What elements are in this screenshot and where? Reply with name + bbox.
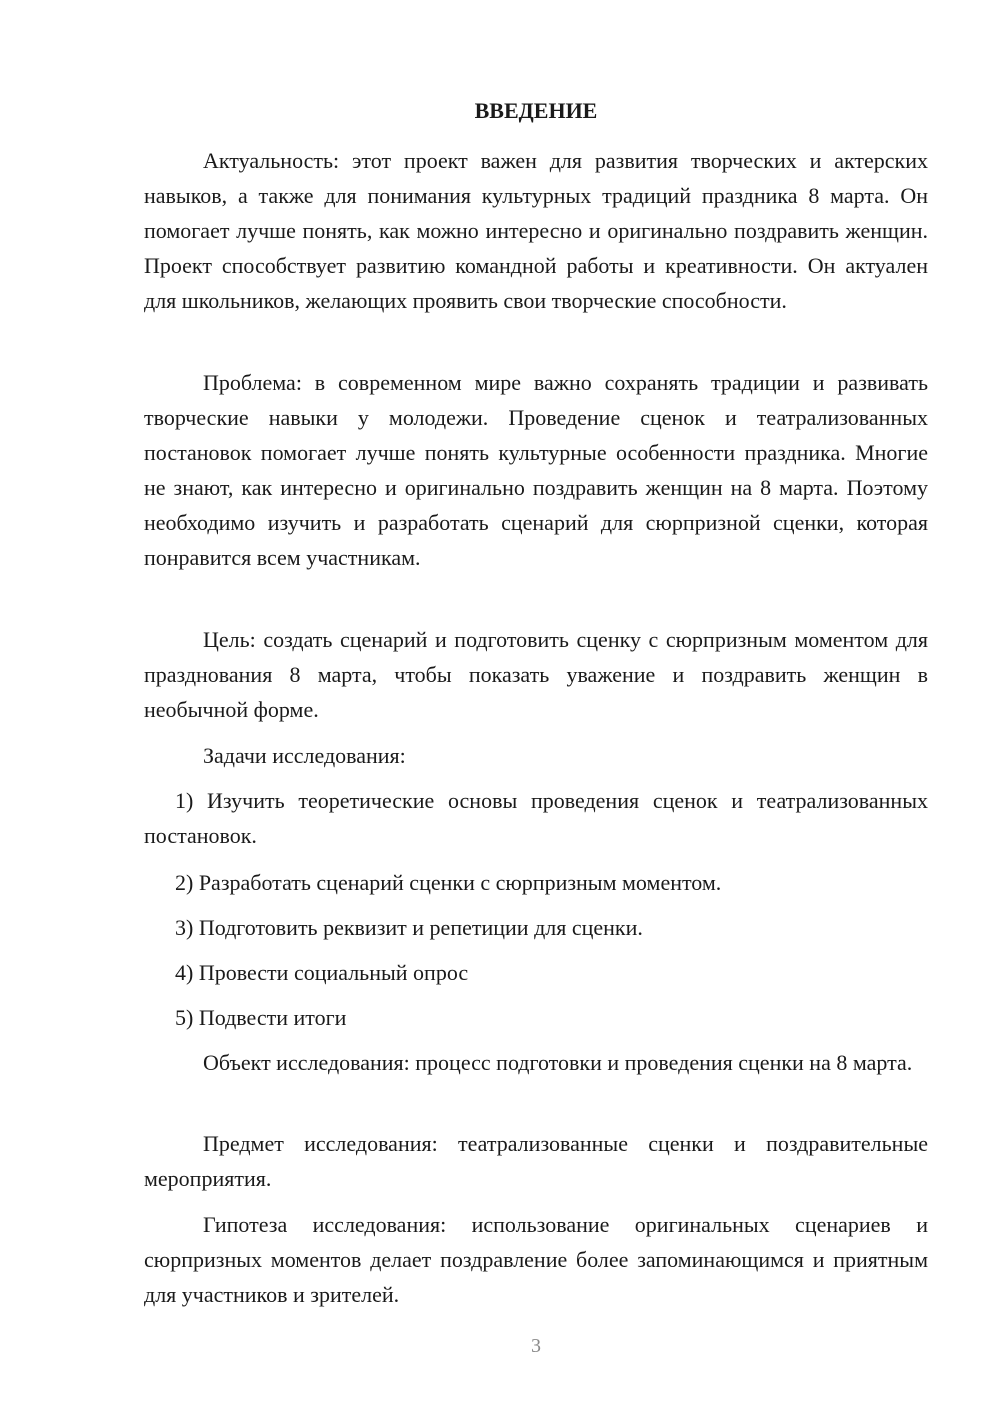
list-item-task-4: 4) Провести социальный опрос bbox=[175, 960, 469, 985]
paragraph-tasks-intro: Задачи исследования: bbox=[203, 743, 406, 768]
section-heading: ВВЕДЕНИЕ bbox=[474, 98, 598, 123]
paragraph-hypothesis: Гипотеза исследования: использование оригинальных сценариев и сюрпризных моментов делает поздравление более запоминающимся и приятным для участников и зрителей. bbox=[144, 1212, 928, 1307]
paragraph-goal: Цель: создать сценарий и подготовить сценку с сюрпризным моментом для празднования 8 марта, чтобы показать уважение и поздравить женщин в необычной форме. bbox=[144, 627, 928, 722]
document-page bbox=[144, 0, 928, 1414]
list-item-task-5: 5) Подвести итоги bbox=[175, 1005, 347, 1030]
paragraph-problem: Проблема: в современном мире важно сохранять традиции и развивать творческие навыки у молодежи. Проведение сценок и театрализованных постановок помогает лучше понять культурные особенности праздника. Многие не знают, как интересно и оригинально поздравить женщин на 8 марта. Поэтому необходимо изучить и разработать сценарий для сюрпризной сценки, которая понравится всем участникам. bbox=[144, 370, 928, 570]
list-item-task-2: 2) Разработать сценарий сценки с сюрпризным моментом. bbox=[175, 870, 722, 895]
paragraph-subject: Предмет исследования: театрализованные сценки и поздравительные мероприятия. bbox=[144, 1131, 928, 1191]
page-number: 3 bbox=[531, 1335, 541, 1357]
list-item-task-1: 1) Изучить теоретические основы проведения сценок и театрализованных постановок. bbox=[144, 788, 928, 848]
paragraph-relevance: Актуальность: этот проект важен для развития творческих и актерских навыков, а также для понимания культурных традиций праздника 8 марта. Он помогает лучше понять, как можно интересно и оригинально поздравить женщин. Проект способствует развитию командной работы и креативности. Он актуален для школьников, желающих проявить свои творческие способности. bbox=[144, 148, 928, 313]
list-item-task-3: 3) Подготовить реквизит и репетиции для сценки. bbox=[175, 915, 643, 940]
paragraph-object: Объект исследования: процесс подготовки и проведения сценки на 8 марта. bbox=[203, 1050, 913, 1075]
